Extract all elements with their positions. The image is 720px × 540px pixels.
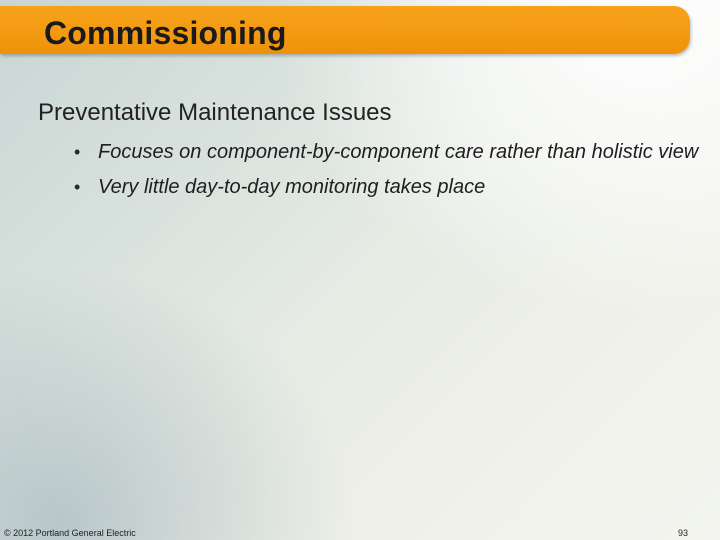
bullet-item [72,175,702,200]
bullet-item [72,140,702,165]
section-heading: Preventative Maintenance Issues [38,99,392,126]
slide-title: Commissioning [44,15,287,51]
page-number: 93 [677,528,688,538]
bullet-text: Focuses on component-by-component care rather than holistic view [98,141,699,163]
bullet-text: Very little day-to-day monitoring takes place [98,176,486,198]
title-bar [0,6,690,54]
bullet-icon: • [74,177,81,197]
footer-copyright: © 2012 Portland General Electric [4,528,136,538]
bullet-icon: • [74,142,81,162]
bullet-list [72,140,702,210]
